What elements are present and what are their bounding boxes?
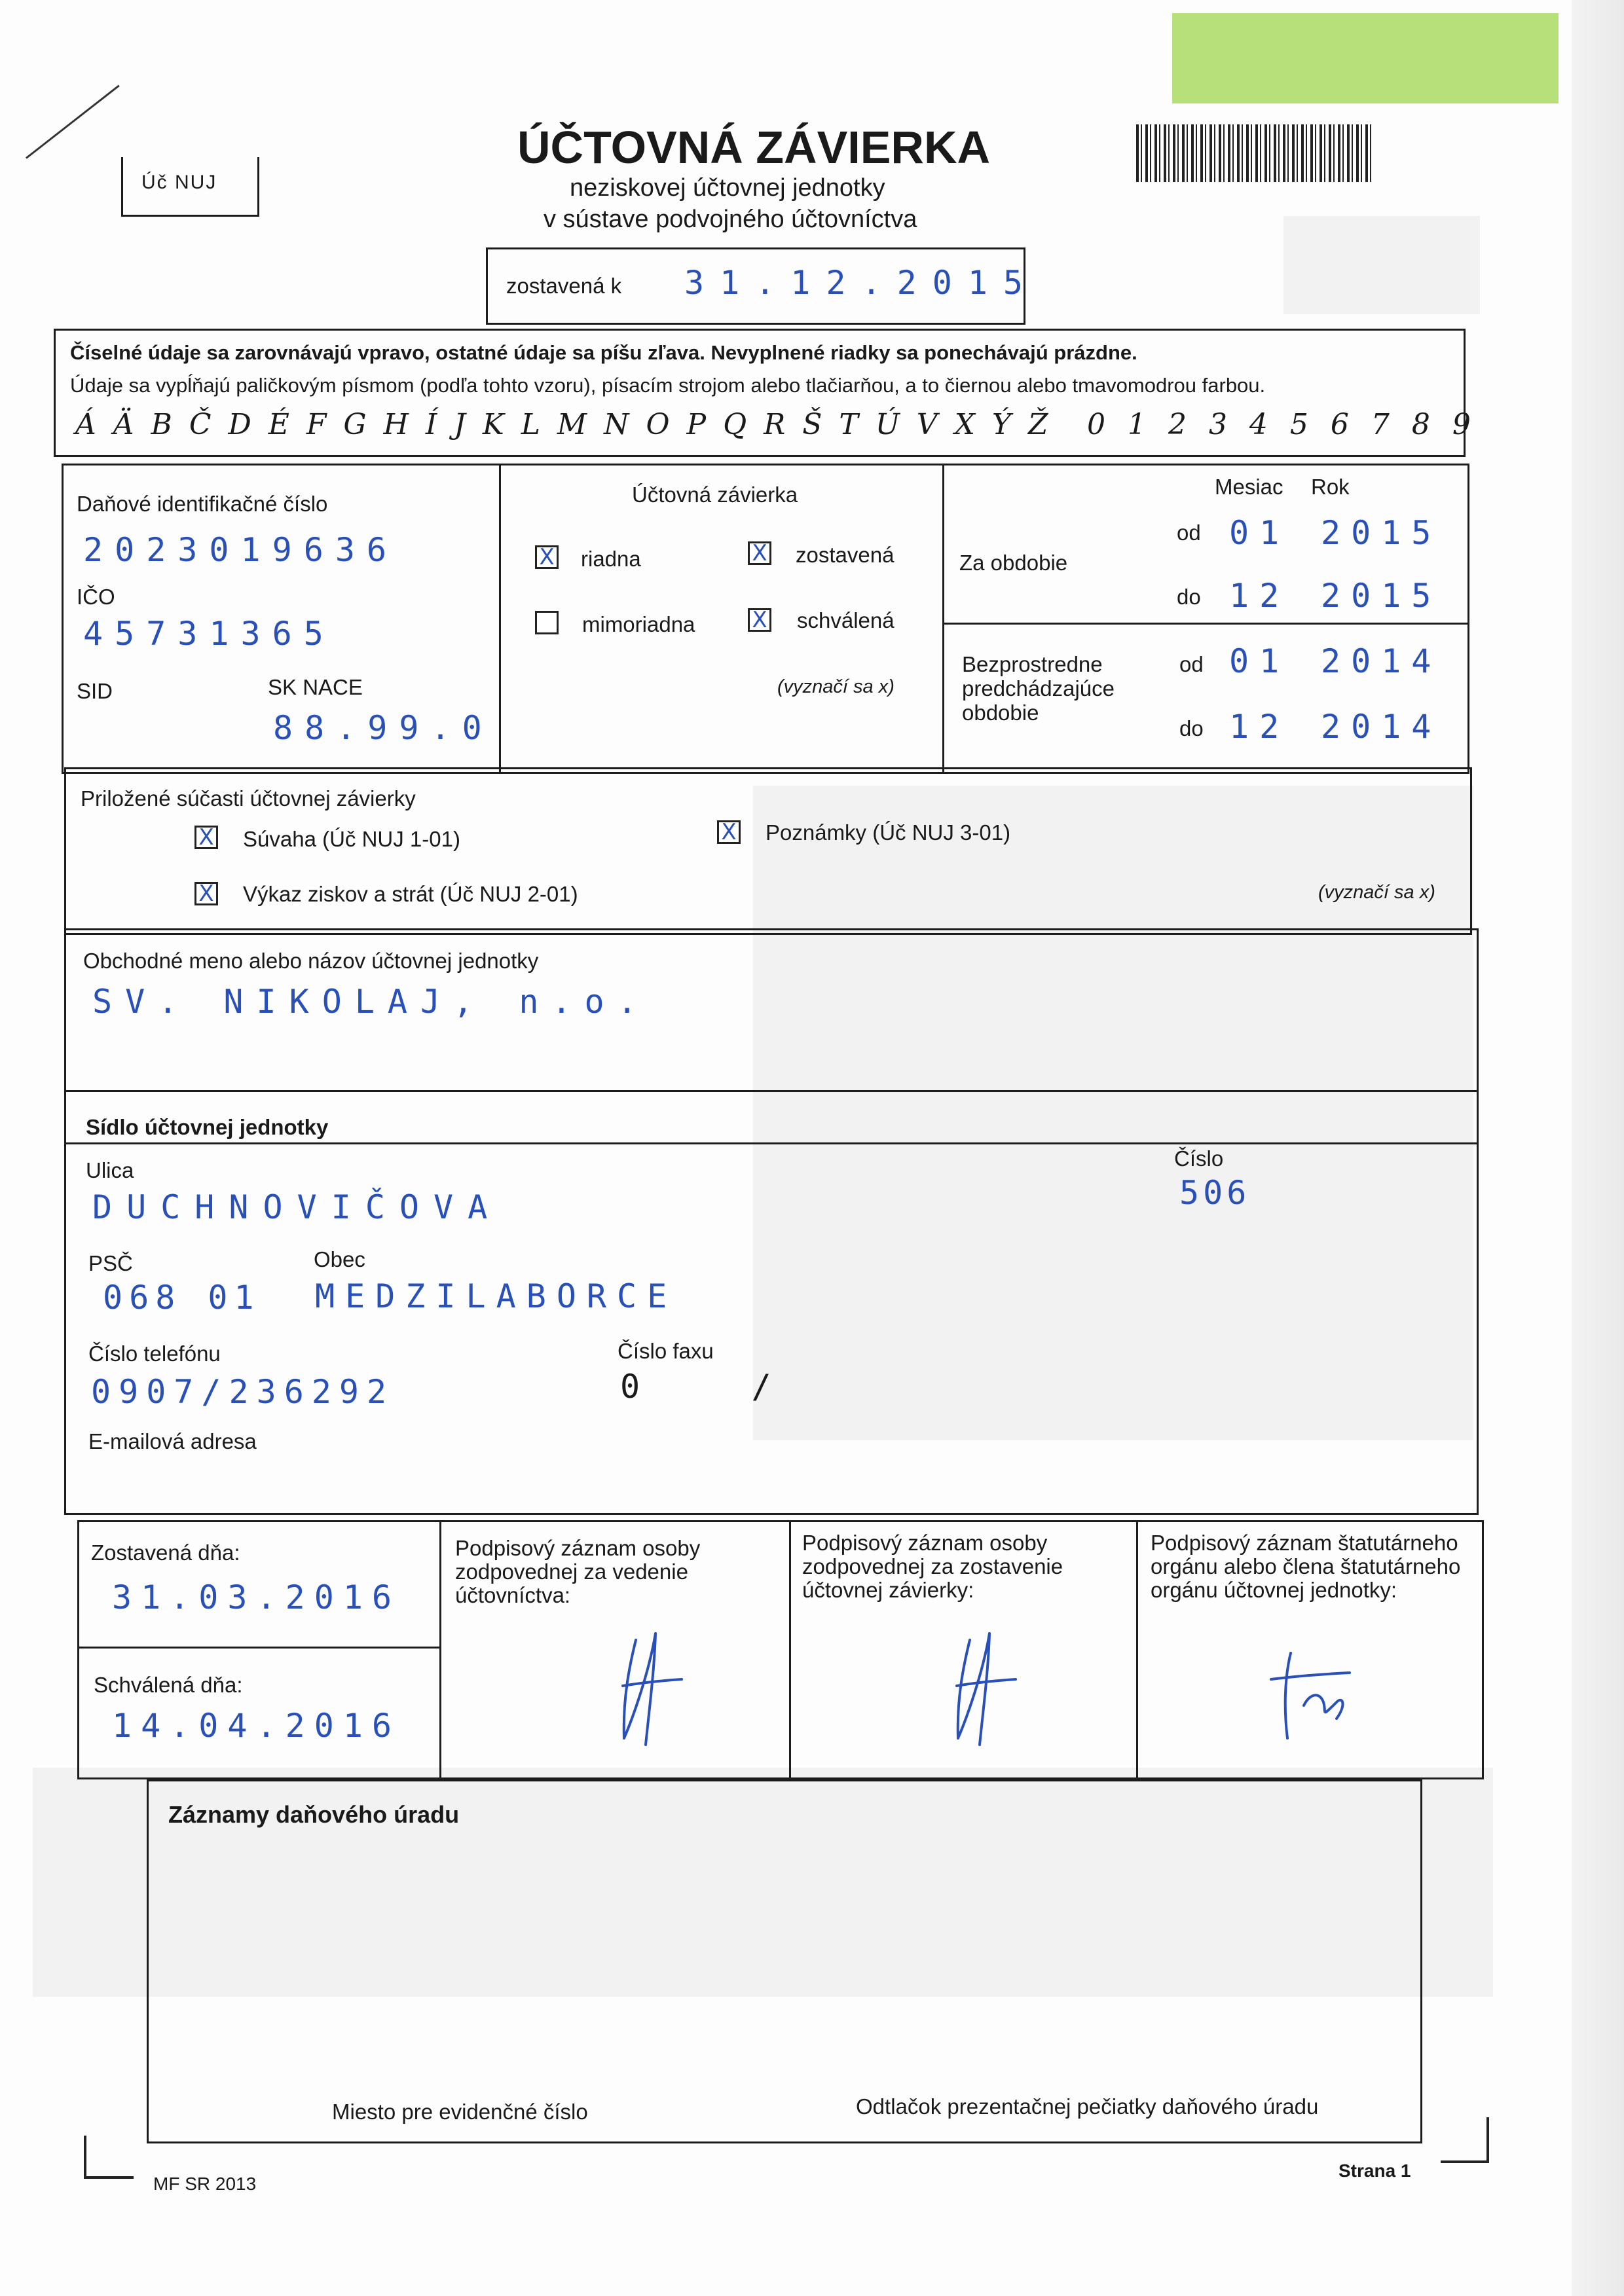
barcode bbox=[1136, 124, 1372, 182]
current-period-label: Za obdobie bbox=[959, 551, 1068, 575]
corner-mark-right bbox=[1441, 2160, 1489, 2163]
approved-date-label: Schválená dňa: bbox=[94, 1673, 243, 1697]
tax-office-section bbox=[147, 1779, 1422, 2143]
current-from-year: 2015 bbox=[1321, 514, 1442, 552]
divider bbox=[942, 623, 1469, 625]
entity-name-value: SV. NIKOLAJ, n.o. bbox=[92, 983, 650, 1021]
city-label: Obec bbox=[314, 1247, 365, 1271]
zostavena-label: zostavená bbox=[796, 543, 895, 567]
identification-section bbox=[62, 464, 1469, 774]
divider bbox=[439, 1522, 441, 1777]
form-code: Úč NUJ bbox=[141, 172, 217, 193]
notes-label: Poznámky (Úč NUJ 3-01) bbox=[766, 820, 1011, 845]
seat-label: Sídlo účtovnej jednotky bbox=[86, 1115, 329, 1139]
street-value: DUCHNOVIČOVA bbox=[92, 1188, 502, 1226]
registry-number-label: Miesto pre evidenčné číslo bbox=[332, 2100, 588, 2124]
instructions-box bbox=[54, 329, 1477, 457]
current-from-label: od bbox=[1177, 520, 1201, 545]
number-value: 506 bbox=[1179, 1174, 1251, 1212]
previous-from-month: 01 bbox=[1229, 642, 1290, 680]
sk-nace-value: 88.99.0 bbox=[273, 709, 494, 747]
sample-letters: Á Ä B Č D É F G H Í J K L M N O P Q R Š T Ú V X Ý Ž bbox=[75, 408, 1052, 441]
sticky-note bbox=[1172, 13, 1559, 103]
divider bbox=[66, 1090, 1477, 1092]
compiled-date-label: Zostavená dňa: bbox=[91, 1540, 240, 1565]
balance-checkbox[interactable]: X bbox=[194, 826, 218, 849]
compiled-date-value: 31.03.2016 bbox=[112, 1578, 401, 1616]
signatures-section bbox=[77, 1520, 1484, 1779]
month-header: Mesiac bbox=[1215, 475, 1283, 499]
statement-mark-note: (vyznačí sa x) bbox=[777, 676, 895, 697]
divider bbox=[1136, 1522, 1138, 1777]
compiled-to-box bbox=[486, 247, 1039, 325]
corner-mark-right bbox=[1486, 2117, 1489, 2163]
footer-form-version: MF SR 2013 bbox=[153, 2174, 257, 2194]
entity-section bbox=[64, 928, 1479, 1515]
street-label: Ulica bbox=[86, 1158, 134, 1182]
signature-compiler bbox=[944, 1620, 1022, 1751]
year-header: Rok bbox=[1311, 475, 1350, 499]
previous-to-year: 2014 bbox=[1321, 708, 1442, 746]
sample-digits: 0 1 2 3 4 5 6 7 8 9 bbox=[1087, 408, 1477, 441]
current-from-month: 01 bbox=[1229, 514, 1290, 552]
fax-label: Číslo faxu bbox=[618, 1339, 714, 1363]
signature-statutory bbox=[1258, 1640, 1356, 1745]
fax-value: 0 / bbox=[620, 1368, 778, 1406]
bleed-through-shade bbox=[1283, 216, 1480, 314]
mimoriadna-label: mimoriadna bbox=[582, 612, 695, 636]
previous-period-label-3: obdobie bbox=[962, 701, 1039, 725]
compiled-to-label: zostavená k bbox=[506, 274, 622, 298]
number-label: Číslo bbox=[1174, 1146, 1224, 1171]
sig-statutory-label: Podpisový záznam štatutárneho orgánu alebo člena štatutárneho orgánu účtovnej jednotky: bbox=[1151, 1531, 1461, 1602]
attachments-section bbox=[64, 767, 1472, 935]
previous-to-label: do bbox=[1179, 716, 1204, 740]
previous-period-label-1: Bezprostredne bbox=[962, 652, 1103, 676]
compiled-to-date: 31.12.2015 bbox=[684, 264, 1039, 302]
previous-from-label: od bbox=[1179, 652, 1204, 676]
instructions-line-1: Číselné údaje sa zarovnávajú vpravo, ostatné údaje sa píšu zľava. Nevyplnené riadky sa ponechávajú prázdne. bbox=[70, 341, 1137, 364]
divider bbox=[942, 465, 944, 772]
phone-label: Číslo telefónu bbox=[88, 1341, 221, 1366]
footer-page-number: Strana 1 bbox=[1338, 2160, 1411, 2181]
scan-edge-shadow bbox=[1572, 0, 1624, 2296]
corner-mark-left bbox=[84, 2136, 86, 2179]
divider bbox=[79, 1647, 439, 1649]
current-to-label: do bbox=[1177, 585, 1201, 609]
previous-to-month: 12 bbox=[1229, 708, 1290, 746]
statement-type-heading: Účtovná závierka bbox=[632, 483, 798, 507]
ico-value: 45731365 bbox=[83, 615, 335, 653]
sk-nace-label: SK NACE bbox=[268, 675, 363, 699]
divider bbox=[789, 1522, 791, 1777]
psc-label: PSČ bbox=[88, 1251, 133, 1275]
instructions-line-2: Údaje sa vypĺňajú paličkovým písmom (podľa tohto vzoru), písacím strojom alebo tlačiarňou, a to čiernou alebo tmavomodrou farbou. bbox=[70, 374, 1266, 397]
income-label: Výkaz ziskov a strát (Úč NUJ 2-01) bbox=[243, 882, 578, 906]
mimoriadna-checkbox[interactable] bbox=[535, 611, 559, 634]
email-label: E-mailová adresa bbox=[88, 1429, 257, 1453]
form-subtitle-2: v sústave podvojného účtovníctva bbox=[544, 206, 917, 233]
previous-from-year: 2014 bbox=[1321, 642, 1442, 680]
zostavena-checkbox[interactable]: X bbox=[748, 541, 771, 565]
sig-compiler-label: Podpisový záznam osoby zodpovednej za zostavenie účtovnej závierky: bbox=[802, 1531, 1063, 1602]
corner-mark-left bbox=[84, 2176, 134, 2179]
schvalena-checkbox[interactable]: X bbox=[748, 608, 771, 632]
current-to-month: 12 bbox=[1229, 577, 1290, 615]
signature-accounting bbox=[610, 1620, 688, 1751]
attachments-heading: Priložené súčasti účtovnej závierky bbox=[81, 786, 416, 811]
riadna-checkbox[interactable]: X bbox=[535, 545, 559, 569]
form-title: ÚČTOVNÁ ZÁVIERKA bbox=[517, 122, 991, 173]
income-checkbox[interactable]: X bbox=[194, 882, 218, 905]
psc-value: 068 01 bbox=[103, 1279, 261, 1317]
sid-label: SID bbox=[77, 679, 113, 703]
current-to-year: 2015 bbox=[1321, 577, 1442, 615]
tax-office-heading: Záznamy daňového úradu bbox=[168, 1801, 460, 1828]
approved-date-value: 14.04.2016 bbox=[112, 1707, 401, 1745]
stamp-label: Odtlačok prezentačnej pečiatky daňového úradu bbox=[856, 2094, 1319, 2119]
divider bbox=[66, 1142, 1477, 1144]
previous-period-label-2: predchádzajúce bbox=[962, 676, 1115, 701]
divider bbox=[499, 465, 501, 772]
ico-label: IČO bbox=[77, 585, 115, 609]
dic-value: 2023019636 bbox=[83, 531, 399, 569]
sig-accounting-label: Podpisový záznam osoby zodpovednej za vedenie účtovníctva: bbox=[455, 1536, 701, 1607]
form-code-box bbox=[121, 157, 259, 217]
schvalena-label: schválená bbox=[797, 608, 895, 632]
attachments-mark-note: (vyznačí sa x) bbox=[1318, 882, 1435, 903]
riadna-label: riadna bbox=[581, 547, 641, 571]
entity-name-label: Obchodné meno alebo názov účtovnej jednotky bbox=[83, 949, 539, 973]
dic-label: Daňové identifikačné číslo bbox=[77, 492, 328, 516]
phone-value: 0907/236292 bbox=[91, 1373, 395, 1411]
notes-checkbox[interactable]: X bbox=[717, 820, 741, 844]
form-subtitle-1: neziskovej účtovnej jednotky bbox=[570, 174, 885, 202]
balance-label: Súvaha (Úč NUJ 1-01) bbox=[243, 827, 460, 851]
city-value: MEDZILABORCE bbox=[315, 1277, 678, 1315]
